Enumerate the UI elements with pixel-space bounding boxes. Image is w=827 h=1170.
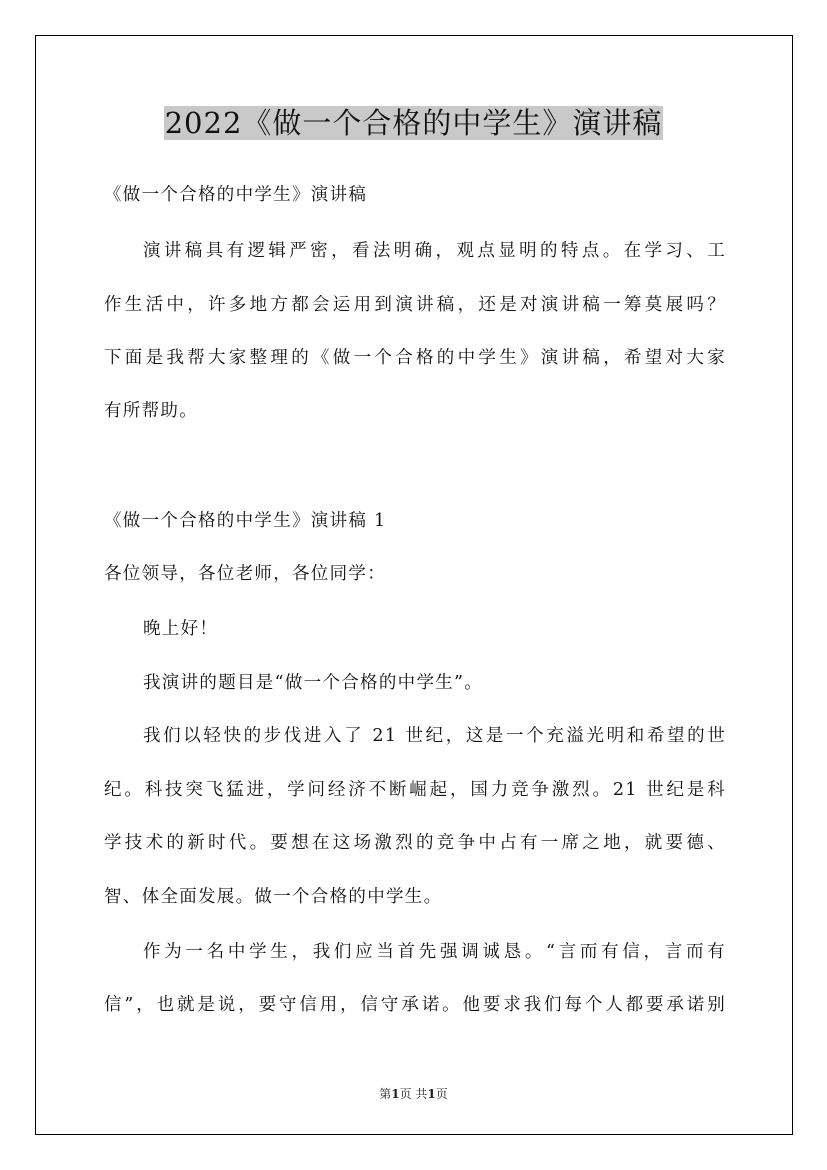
intro-line-3: 下面是我帮大家整理的《做一个合格的中学生》演讲稿，希望对大家 [104, 348, 726, 368]
section-title: 《做一个合格的中学生》演讲稿 1 [104, 511, 387, 531]
intro-line-1: 演讲稿具有逻辑严密，看法明确，观点显明的特点。在学习、工 [143, 241, 726, 261]
para1-line-3: 学技术的新时代。要想在这场激烈的竞争中占有一席之地，就要德、 [104, 833, 726, 853]
document-title [0, 101, 827, 145]
para2-line-1: 作为一名中学生，我们应当首先强调诚恳。“言而有信，言而有 [143, 942, 726, 962]
intro-line-2: 作生活中，许多地方都会运用到演讲稿，还是对演讲稿一筹莫展吗？ [104, 295, 726, 315]
greeting: 晚上好！ [143, 619, 219, 639]
footer-prefix: 第 [379, 1087, 392, 1101]
para1-line-2: 纪。科技突飞猛进，学问经济不断崛起，国力竞争激烈。21 世纪是科 [104, 780, 726, 800]
footer-mid: 页 共 [399, 1087, 428, 1101]
intro-line-4: 有所帮助。 [104, 401, 198, 421]
footer-page-total: 1 [427, 1087, 436, 1101]
footer-page-number: 1 [391, 1087, 400, 1101]
document-title-text: 2022《做一个合格的中学生》演讲稿 [164, 106, 663, 140]
subtitle: 《做一个合格的中学生》演讲稿 [104, 185, 368, 205]
para2-line-2: 信”，也就是说，要守信用，信守承诺。他要求我们每个人都要承诺别 [104, 995, 726, 1015]
salutation: 各位领导，各位老师，各位同学： [104, 564, 386, 584]
para1-line-4: 智、体全面发展。做一个合格的中学生。 [104, 887, 443, 907]
topic-line: 我演讲的题目是“做一个合格的中学生”。 [143, 673, 484, 693]
footer-suffix: 页 [435, 1087, 448, 1101]
para1-line-1: 我们以轻快的步伐进入了 21 世纪，这是一个充溢光明和希望的世 [143, 726, 726, 746]
page-footer [0, 1085, 827, 1102]
